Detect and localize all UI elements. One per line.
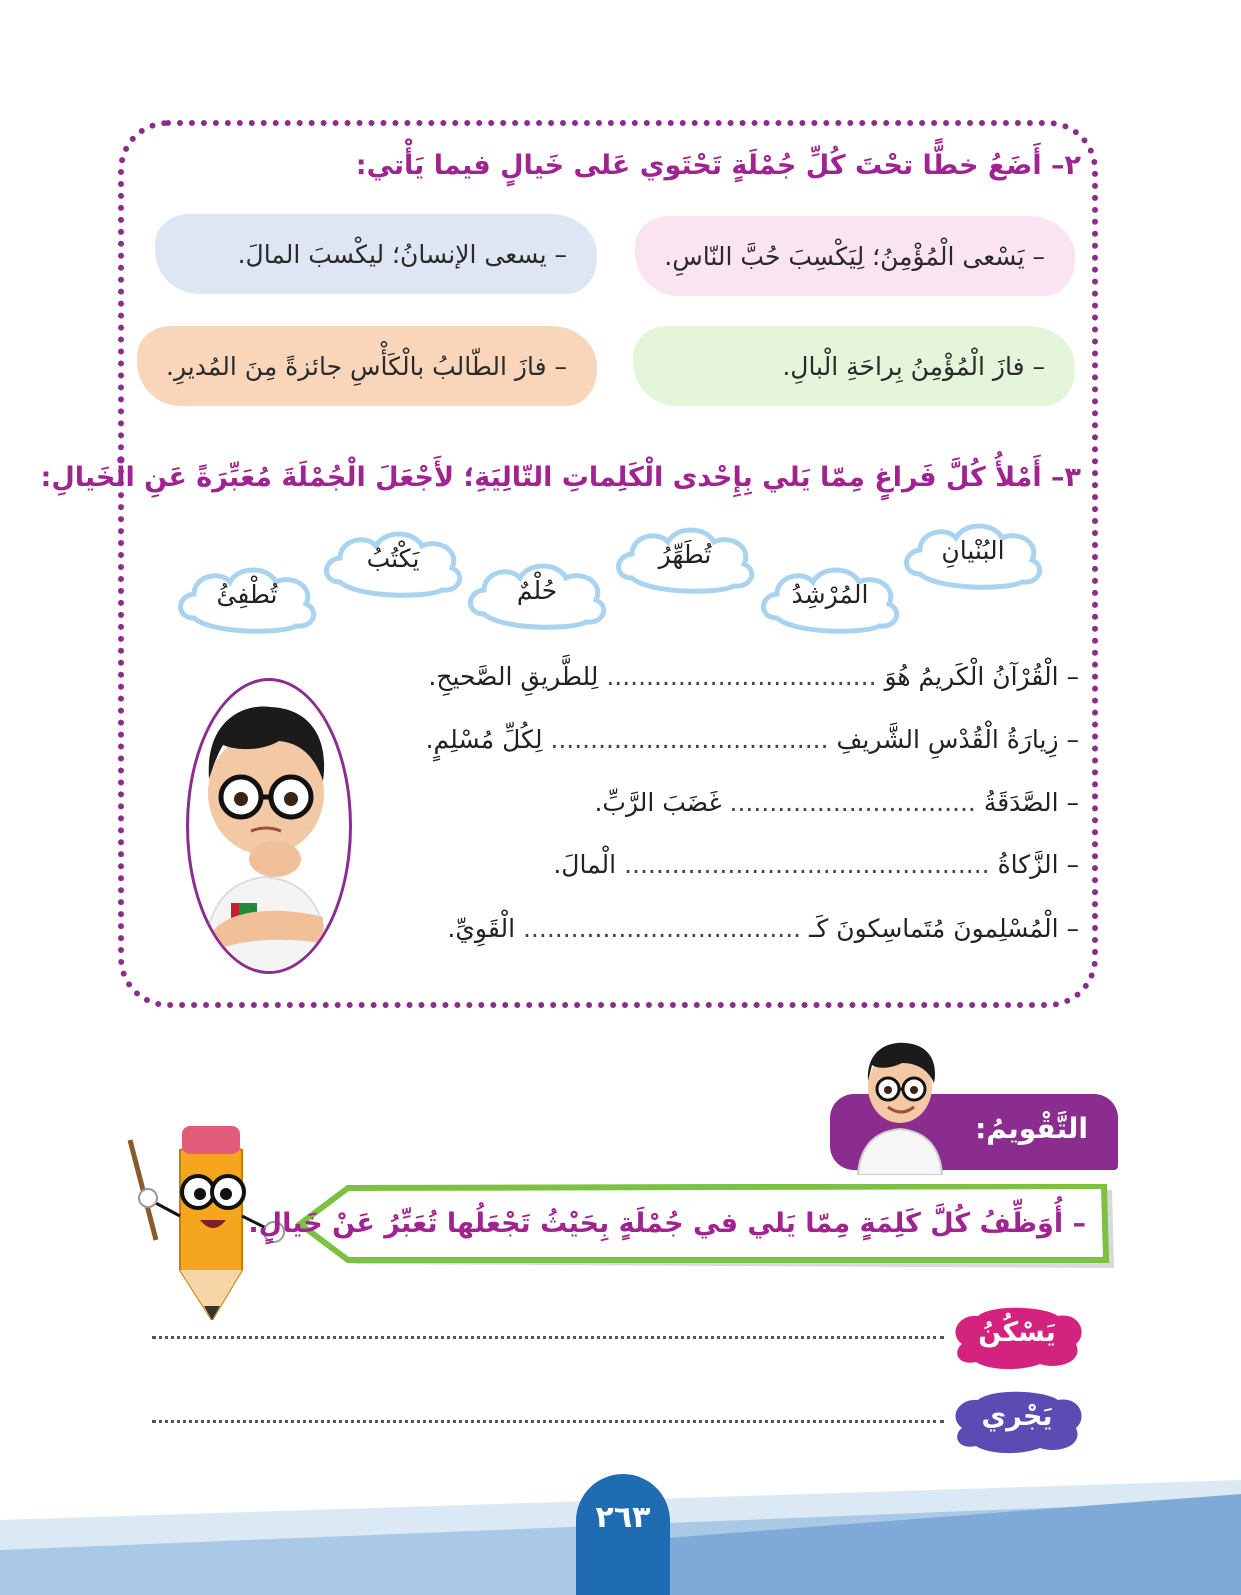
sentence-card-1[interactable] [635,216,1075,296]
blank-dots[interactable]: .............................................. [624,850,990,879]
fill-sentence-1 [428,662,1079,691]
sentence-end: الْقَوِيِّ. [447,914,516,943]
word-badge-yajri [948,1388,1086,1454]
word-cloud[interactable] [462,556,612,634]
word-label: تُطْفِئُ [216,580,278,609]
page-number: ٢٦٣ [595,1500,651,1535]
sentence-end: غَضَبَ الرَّبِّ. [594,788,722,817]
word-badge-label: يَسْكُنُ [978,1317,1056,1348]
word-cloud[interactable] [318,524,468,602]
question-2-title: ٢– أَضَعُ خطًّا تحْتَ كُلِّ جُمْلَةٍ تَحْتَوي عَلى خَيالٍ فيما يَأْتي: [355,150,1081,181]
sentence-end: الْمالَ. [553,850,617,879]
word-badge-label: يَجْري [981,1401,1053,1432]
page-number-badge [576,1474,670,1595]
blank-dots[interactable]: ................................... [550,725,829,754]
answer-line-1[interactable] [152,1336,944,1339]
word-cloud[interactable] [610,520,760,598]
sentence-start: – الزَّكاةُ [997,850,1079,879]
word-label: تُطَهِّرُ [658,540,712,569]
sentence-end: لِكُلِّ مُسْلِمٍ. [425,725,543,754]
blank-dots[interactable]: ............................... [729,788,976,817]
word-label: المُرْشِدُ [791,580,869,609]
word-cloud[interactable] [898,516,1048,594]
smiling-boy-illustration [850,1035,950,1175]
sentence-text: – يسعى الإنسانُ؛ ليكْسبَ المالَ. [237,239,567,269]
sentence-card-2[interactable] [155,214,597,294]
sentence-text: – يَسْعى الْمُؤْمِنُ؛ لِيَكْسِبَ حُبَّ النّاسِ. [664,241,1045,271]
sentence-text: – فازَ الْمُؤْمِنُ بِراحَةِ الْبالِ. [782,351,1045,381]
sentence-start: – الْمُسْلِمونَ مُتَماسِكونَ كَـ [809,914,1079,943]
word-label: حُلْمٌ [516,576,558,605]
sentence-start: – الْقُرْآنُ الْكَريمُ هُوَ [884,662,1079,691]
fill-sentence-3 [594,788,1079,817]
blank-dots[interactable]: .................................. [606,662,877,691]
sentence-card-3[interactable] [633,326,1075,406]
blank-dots[interactable]: ................................... [522,914,802,943]
sentence-text: – فازَ الطّالبُ بالْكَأْسِ جائزةً مِنَ المُديرِ. [166,351,567,381]
instruction-banner [248,1184,1122,1274]
fill-sentence-5 [447,914,1079,943]
sentence-start: – زِيارَةُ الْقُدْسِ الشَّريفِ [836,725,1079,754]
evaluation-heading: التَّقْويمُ: [975,1112,1088,1145]
sentence-start: – الصَّدَقَةُ [983,788,1079,817]
fill-sentence-4 [553,850,1079,879]
word-label: يَكْتُبُ [366,544,420,573]
word-cloud[interactable] [755,560,905,638]
sentence-card-4[interactable] [137,326,597,406]
instruction-text: – أُوَظِّفُ كُلَّ كَلِمَةٍ مِمّا يَلي في جُمْلَةٍ بِحَيْثُ تَجْعَلُها تُعَبِّرُ عَنْ خَيالٍ. [248,1208,1086,1239]
sentence-end: لِلطَّريقِ الصَّحيحِ. [428,662,599,691]
word-label: البُنْيانِ [941,536,1005,565]
word-cloud[interactable] [172,560,322,638]
fill-sentence-2 [426,725,1079,754]
word-badge-yaskun [948,1304,1086,1370]
thinking-boy-illustration [186,678,352,974]
answer-line-2[interactable] [152,1420,944,1423]
question-3-title: ٣– أَمْلأُ كُلَّ فَراغٍ مِمّا يَلي بِإِحْدى الْكَلِماتِ التّالِيَةِ؛ لأَجْعَلَ الْجُمْلَةَ مُعَبِّرَةً عَنِ الْخَيالِ: [40,462,1081,493]
